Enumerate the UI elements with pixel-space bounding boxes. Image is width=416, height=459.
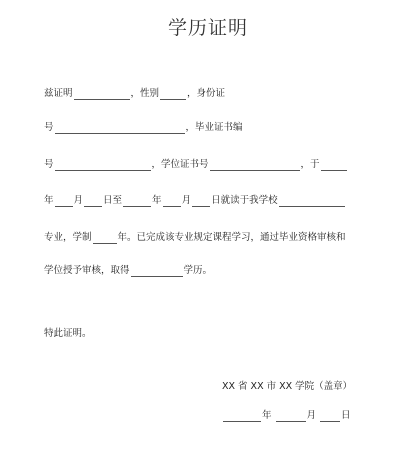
cert-line-6 (44, 265, 212, 277)
cert-line-1 (44, 88, 225, 100)
id-number-blank (55, 122, 185, 134)
line4-text-a: 年 (44, 195, 54, 206)
line6-text-a: 学位授予审核，取得 (44, 265, 130, 276)
line3-text-b: ，学位证书号 (151, 159, 209, 170)
month-end-blank (163, 195, 181, 207)
cert-line-5 (44, 232, 346, 244)
line6-text-b: 学历。 (183, 265, 213, 276)
cert-line-2 (44, 122, 243, 134)
line1-text-b: ，性别 (130, 88, 160, 99)
date-year-blank (223, 410, 261, 422)
line4-text-b: 月 (73, 195, 84, 206)
line4-text-f: 日就读于我学校 (211, 195, 278, 206)
line4-text-e: 月 (181, 195, 192, 206)
date-month-label: 月 (306, 410, 317, 421)
year-end-blank (123, 195, 151, 207)
day-end-blank (192, 195, 210, 207)
cert-line-4 (44, 195, 346, 207)
date-day-blank (320, 410, 340, 422)
year-start-blank (321, 159, 347, 171)
line2-text-b: ，毕业证书编 (185, 122, 243, 133)
line5-text-b: 年。已完成该专业规定课程学习，通过毕业资格审核和 (117, 232, 346, 243)
major-blank (279, 195, 345, 207)
day-start-blank (84, 195, 102, 207)
line5-text-a: 专业，学制 (44, 232, 92, 243)
line4-text-c: 日至 (103, 195, 123, 206)
date-day-label: 日 (341, 410, 351, 421)
line4-text-d: 年 (152, 195, 162, 206)
date-line (222, 410, 351, 422)
duration-blank (93, 232, 117, 244)
line2-text-a: 号 (44, 122, 54, 133)
diploma-number-blank (55, 159, 151, 171)
degree-number-blank (210, 159, 300, 171)
issuer-line: XX 省 XX 市 XX 学院（盖章） (222, 381, 353, 392)
name-blank (74, 88, 130, 100)
date-month-blank (276, 410, 306, 422)
education-level-blank (131, 265, 183, 277)
page-title: 学历证明 (167, 17, 248, 39)
line3-text-c: ，于 (300, 159, 320, 170)
cert-line-3 (44, 159, 348, 171)
gender-blank (160, 88, 186, 100)
line3-text-a: 号 (44, 159, 54, 170)
month-start-blank (55, 195, 73, 207)
closing-text: 特此证明。 (44, 328, 92, 339)
line1-text-a: 兹证明 (44, 88, 73, 99)
date-year-label: 年 (262, 410, 272, 421)
line1-text-c: ，身份证 (187, 88, 226, 99)
